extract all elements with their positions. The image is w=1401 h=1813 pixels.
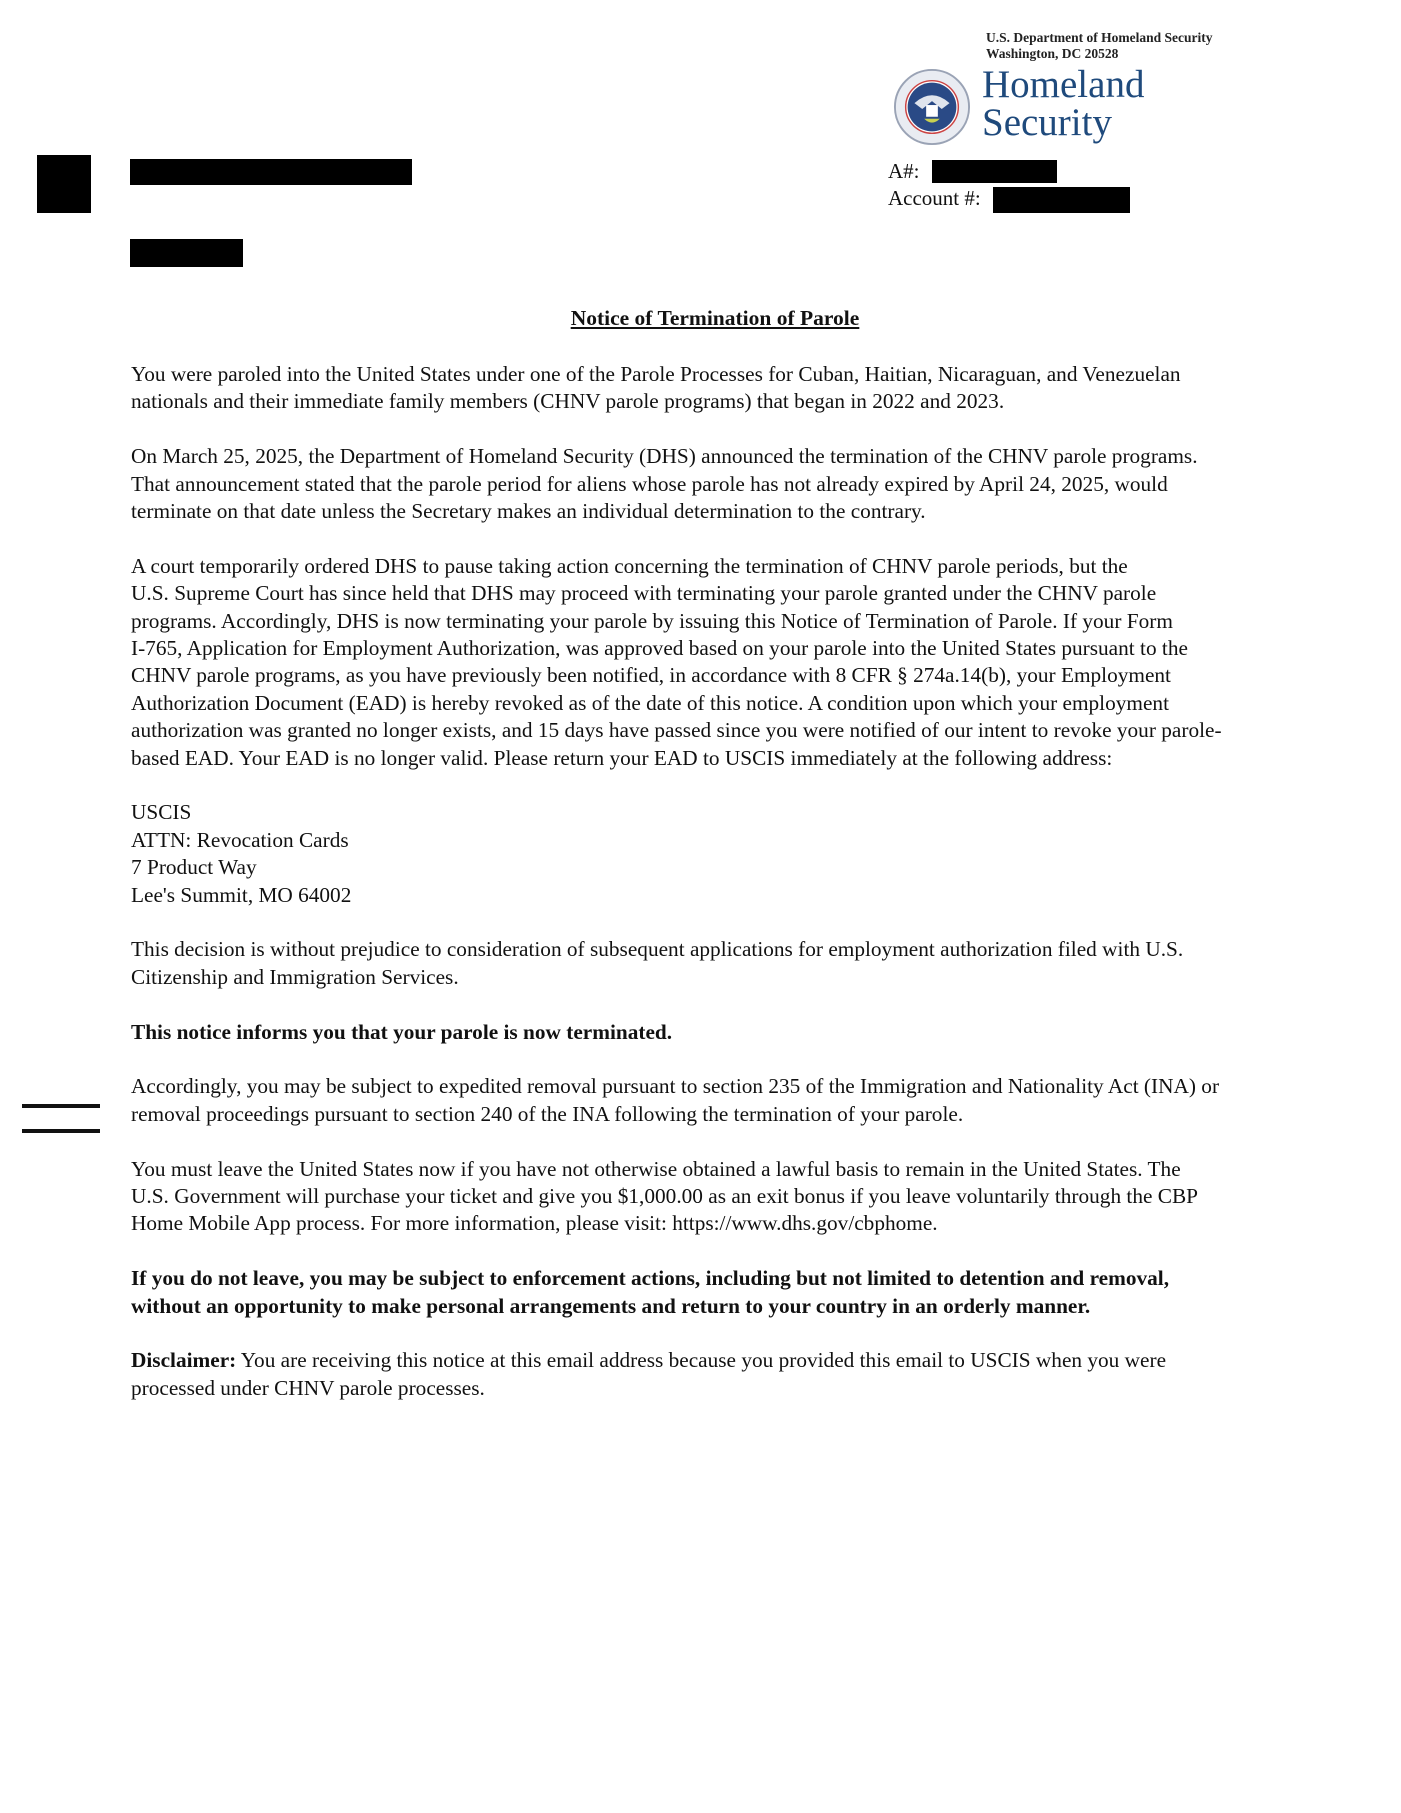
text-line: based EAD. Your EAD is no longer valid. Please return your EAD to USCIS immediately at the following address: [131, 745, 1113, 770]
text-line: Accordingly, you may be subject to expedited removal pursuant to section 235 of the Immigration and Nationality Act (INA) or [131, 1074, 1220, 1099]
text-line: If you do not leave, you may be subject to enforcement actions, including but not limited to detention and removal, [131, 1266, 1170, 1291]
dhs-logo [982, 63, 1145, 144]
text-line: Citizenship and Immigration Services. [131, 964, 459, 989]
text-line: processed under CHNV parole processes. [131, 1375, 485, 1400]
paragraph-announcement [131, 443, 1331, 525]
text-line: U.S. Supreme Court has since held that DHS may proceed with terminating your parole granted under the CHNV parole [131, 581, 1157, 606]
text-line: CHNV parole programs, as you have previously been notified, in accordance with 8 CFR § 274a.14(b), your Employment [131, 663, 1171, 688]
notice-title: Notice of Termination of Parole [570, 306, 860, 330]
letterhead-address [986, 30, 1212, 62]
text-line: Home Mobile App process. For more information, please visit: https://www.dhs.gov/cbphome. [131, 1211, 938, 1236]
paragraph-leave-us [131, 1156, 1331, 1238]
department-name: U.S. Department of Homeland Security [986, 30, 1213, 45]
paragraph-parole-terminated [131, 1019, 1331, 1046]
redacted-recipient-line [130, 239, 243, 267]
text-line: programs. Accordingly, DHS is now terminating your parole by issuing this Notice of Termination of Parole. If your Form [131, 608, 1173, 633]
text-line: You must leave the United States now if you have not otherwise obtained a lawful basis to remain in the United States. The [131, 1156, 1181, 1181]
address-line: ATTN: Revocation Cards [131, 827, 349, 852]
text-line: This decision is without prejudice to consideration of subsequent applications for employment authorization filed with U.S. [131, 937, 1184, 962]
a-number-label: A#: [888, 159, 920, 183]
address-line: USCIS [131, 800, 192, 825]
disclaimer [131, 1347, 1331, 1402]
text-line: A court temporarily ordered DHS to pause taking action concerning the termination of CHNV parole periods, but the [131, 553, 1128, 578]
text-line: This notice informs you that your parole is now terminated. [131, 1019, 673, 1044]
text-line: I-765, Application for Employment Authorization, was approved based on your parole into the United States pursuant to the [131, 636, 1188, 661]
text-line: U.S. Government will purchase your ticket and give you $1,000.00 as an exit bonus if you leave voluntarily through the CBP [131, 1184, 1199, 1209]
text-line [131, 1347, 1331, 1374]
text-line: Authorization Document (EAD) is hereby revoked as of the date of this notice. A condition upon which your employment [131, 690, 1169, 715]
logo-text-homeland: Homeland [982, 63, 1145, 106]
text-line: removal proceedings pursuant to section 240 of the INA following the termination of your parole. [131, 1101, 964, 1126]
margin-mark [22, 1104, 100, 1108]
redacted-recipient-name [130, 159, 412, 185]
margin-mark [22, 1129, 100, 1133]
logo-text-security: Security [982, 101, 1112, 144]
text-line: On March 25, 2025, the Department of Homeland Security (DHS) announced the termination of the CHNV parole programs. [131, 444, 1198, 469]
disclaimer-text: You are receiving this notice at this email address because you provided this email to USCIS when you were [236, 1348, 1167, 1373]
text-line: terminate on that date unless the Secretary makes an individual determination to the contrary. [131, 499, 926, 524]
text-line: That announcement stated that the parole period for aliens whose parole has not already expired by April 24, 2025, would [131, 471, 1168, 496]
text-line: You were paroled into the United States under one of the Parole Processes for Cuban, Haitian, Nicaraguan, and Venezuelan [131, 362, 1181, 386]
redaction-block [37, 155, 91, 213]
disclaimer-label: Disclaimer: [131, 1348, 237, 1373]
paragraph-removal [131, 1073, 1331, 1128]
department-city: Washington, DC 20528 [986, 46, 1119, 61]
paragraph-parole-intro [131, 361, 1331, 416]
text-line: without an opportunity to make personal arrangements and return to your country in an orderly manner. [131, 1293, 1091, 1318]
return-address [131, 799, 1331, 909]
text-line: authorization was granted no longer exists, and 15 days have passed since you were notified of our intent to revoke your parole- [131, 718, 1222, 743]
address-line: Lee's Summit, MO 64002 [131, 882, 352, 907]
redacted-account-number [993, 187, 1130, 213]
redacted-a-number [932, 160, 1057, 183]
paragraph-court-ead [131, 553, 1331, 772]
account-number-label: Account #: [888, 186, 981, 210]
address-line: 7 Product Way [131, 855, 257, 880]
paragraph-enforcement-warning [131, 1265, 1331, 1320]
text-line: nationals and their immediate family members (CHNV parole programs) that began in 2022 and 2023. [131, 389, 1005, 414]
notice-body [131, 361, 1331, 1430]
paragraph-without-prejudice [131, 936, 1331, 991]
dhs-seal-icon [893, 68, 971, 146]
